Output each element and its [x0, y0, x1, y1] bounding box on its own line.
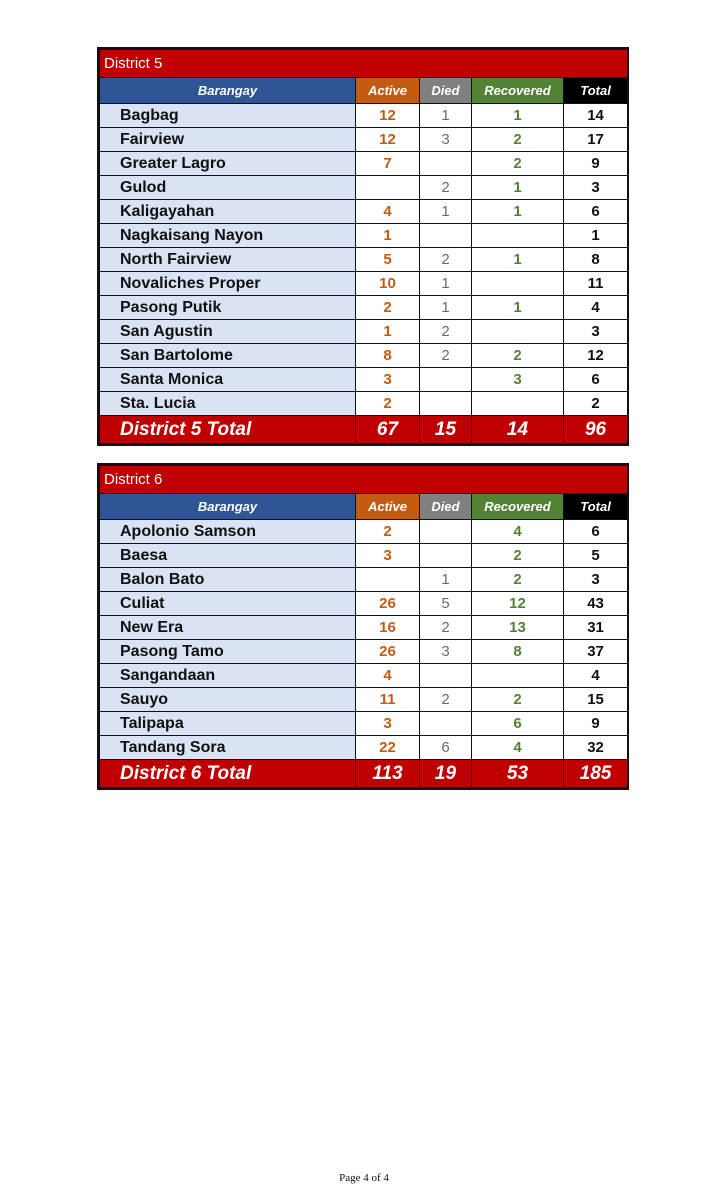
active-count	[356, 568, 420, 592]
district-5-table	[97, 47, 629, 446]
total-count: 12	[564, 344, 628, 368]
recovered-count	[472, 664, 564, 688]
table-row	[100, 104, 628, 128]
active-count: 4	[356, 200, 420, 224]
died-count: 1	[420, 296, 472, 320]
recovered-count: 8	[472, 640, 564, 664]
barangay-name: Sangandaan	[100, 664, 356, 688]
table-row	[100, 592, 628, 616]
recovered-count: 3	[472, 368, 564, 392]
recovered-count	[472, 224, 564, 248]
recovered-count: 2	[472, 688, 564, 712]
total-active: 113	[356, 760, 420, 788]
total-died: 19	[420, 760, 472, 788]
barangay-name: North Fairview	[100, 248, 356, 272]
active-count: 1	[356, 320, 420, 344]
active-count: 10	[356, 272, 420, 296]
table-row	[100, 176, 628, 200]
active-count: 7	[356, 152, 420, 176]
active-count: 5	[356, 248, 420, 272]
barangay-name: Kaligayahan	[100, 200, 356, 224]
total-active: 67	[356, 416, 420, 444]
total-count: 11	[564, 272, 628, 296]
district-6-table	[97, 463, 629, 790]
barangay-name: Greater Lagro	[100, 152, 356, 176]
recovered-count	[472, 320, 564, 344]
died-count: 2	[420, 344, 472, 368]
died-count: 3	[420, 128, 472, 152]
died-count	[420, 152, 472, 176]
recovered-count	[472, 392, 564, 416]
barangay-name: Pasong Putik	[100, 296, 356, 320]
district-total-row	[100, 760, 628, 788]
died-count: 6	[420, 736, 472, 760]
total-died: 15	[420, 416, 472, 444]
barangay-name: Bagbag	[100, 104, 356, 128]
barangay-name: New Era	[100, 616, 356, 640]
barangay-name: San Agustin	[100, 320, 356, 344]
died-count	[420, 224, 472, 248]
table-row	[100, 224, 628, 248]
died-count: 5	[420, 592, 472, 616]
table-row	[100, 616, 628, 640]
active-count: 26	[356, 640, 420, 664]
total-total: 185	[564, 760, 628, 788]
table-row	[100, 664, 628, 688]
header-row	[100, 78, 628, 104]
died-count: 3	[420, 640, 472, 664]
table-row	[100, 296, 628, 320]
total-count: 31	[564, 616, 628, 640]
table-row	[100, 320, 628, 344]
barangay-name: Baesa	[100, 544, 356, 568]
died-count: 1	[420, 104, 472, 128]
table-row	[100, 368, 628, 392]
total-count: 6	[564, 368, 628, 392]
total-count: 4	[564, 664, 628, 688]
table-row	[100, 344, 628, 368]
died-count	[420, 712, 472, 736]
total-count: 3	[564, 176, 628, 200]
active-count: 2	[356, 392, 420, 416]
table-row	[100, 712, 628, 736]
header-recovered: Recovered	[472, 78, 564, 104]
recovered-count: 4	[472, 520, 564, 544]
barangay-name: Sta. Lucia	[100, 392, 356, 416]
died-count: 2	[420, 320, 472, 344]
died-count	[420, 368, 472, 392]
barangay-name: Culiat	[100, 592, 356, 616]
header-active: Active	[356, 78, 420, 104]
died-count	[420, 520, 472, 544]
total-count: 14	[564, 104, 628, 128]
table-row	[100, 248, 628, 272]
header-died: Died	[420, 494, 472, 520]
died-count: 1	[420, 200, 472, 224]
died-count: 1	[420, 568, 472, 592]
total-count: 32	[564, 736, 628, 760]
died-count	[420, 544, 472, 568]
header-total: Total	[564, 494, 628, 520]
active-count: 2	[356, 520, 420, 544]
active-count: 4	[356, 664, 420, 688]
barangay-name: Gulod	[100, 176, 356, 200]
barangay-name: San Bartolome	[100, 344, 356, 368]
table-row	[100, 128, 628, 152]
district-title: District 6	[100, 466, 628, 494]
recovered-count: 1	[472, 200, 564, 224]
active-count: 12	[356, 128, 420, 152]
total-count: 8	[564, 248, 628, 272]
recovered-count: 1	[472, 296, 564, 320]
barangay-name: Fairview	[100, 128, 356, 152]
table-row	[100, 392, 628, 416]
active-count	[356, 176, 420, 200]
recovered-count: 2	[472, 152, 564, 176]
total-count: 37	[564, 640, 628, 664]
district-total-row	[100, 416, 628, 444]
active-count: 3	[356, 712, 420, 736]
table-row	[100, 200, 628, 224]
died-count: 2	[420, 616, 472, 640]
recovered-count: 13	[472, 616, 564, 640]
header-recovered: Recovered	[472, 494, 564, 520]
header-died: Died	[420, 78, 472, 104]
recovered-count: 1	[472, 248, 564, 272]
district-title: District 5	[100, 50, 628, 78]
active-count: 11	[356, 688, 420, 712]
total-count: 9	[564, 712, 628, 736]
active-count: 8	[356, 344, 420, 368]
table-row	[100, 272, 628, 296]
died-count: 1	[420, 272, 472, 296]
total-count: 2	[564, 392, 628, 416]
table-row	[100, 568, 628, 592]
active-count: 26	[356, 592, 420, 616]
active-count: 2	[356, 296, 420, 320]
died-count: 2	[420, 248, 472, 272]
header-barangay: Barangay	[100, 494, 356, 520]
total-label: District 5 Total	[100, 416, 356, 444]
active-count: 3	[356, 368, 420, 392]
recovered-count	[472, 272, 564, 296]
barangay-name: Pasong Tamo	[100, 640, 356, 664]
barangay-name: Santa Monica	[100, 368, 356, 392]
header-active: Active	[356, 494, 420, 520]
total-count: 3	[564, 320, 628, 344]
total-label: District 6 Total	[100, 760, 356, 788]
recovered-count: 1	[472, 176, 564, 200]
active-count: 16	[356, 616, 420, 640]
died-count: 2	[420, 688, 472, 712]
died-count: 2	[420, 176, 472, 200]
active-count: 1	[356, 224, 420, 248]
header-total: Total	[564, 78, 628, 104]
header-barangay: Barangay	[100, 78, 356, 104]
barangay-name: Novaliches Proper	[100, 272, 356, 296]
table-row	[100, 736, 628, 760]
total-count: 3	[564, 568, 628, 592]
recovered-count: 12	[472, 592, 564, 616]
total-count: 4	[564, 296, 628, 320]
barangay-name: Sauyo	[100, 688, 356, 712]
barangay-name: Talipapa	[100, 712, 356, 736]
barangay-name: Balon Bato	[100, 568, 356, 592]
barangay-name: Apolonio Samson	[100, 520, 356, 544]
total-count: 15	[564, 688, 628, 712]
table-row	[100, 640, 628, 664]
total-count: 6	[564, 520, 628, 544]
recovered-count: 1	[472, 104, 564, 128]
total-recovered: 14	[472, 416, 564, 444]
recovered-count: 2	[472, 544, 564, 568]
total-recovered: 53	[472, 760, 564, 788]
recovered-count: 6	[472, 712, 564, 736]
page-number: Page 4 of 4	[339, 1172, 389, 1184]
total-count: 5	[564, 544, 628, 568]
recovered-count: 2	[472, 344, 564, 368]
died-count	[420, 392, 472, 416]
barangay-name: Tandang Sora	[100, 736, 356, 760]
total-count: 1	[564, 224, 628, 248]
total-count: 6	[564, 200, 628, 224]
total-count: 43	[564, 592, 628, 616]
died-count	[420, 664, 472, 688]
table-row	[100, 688, 628, 712]
active-count: 22	[356, 736, 420, 760]
recovered-count: 2	[472, 128, 564, 152]
active-count: 3	[356, 544, 420, 568]
recovered-count: 4	[472, 736, 564, 760]
recovered-count: 2	[472, 568, 564, 592]
total-count: 17	[564, 128, 628, 152]
active-count: 12	[356, 104, 420, 128]
table-row	[100, 520, 628, 544]
total-count: 9	[564, 152, 628, 176]
barangay-name: Nagkaisang Nayon	[100, 224, 356, 248]
table-row	[100, 544, 628, 568]
table-row	[100, 152, 628, 176]
total-total: 96	[564, 416, 628, 444]
header-row	[100, 494, 628, 520]
